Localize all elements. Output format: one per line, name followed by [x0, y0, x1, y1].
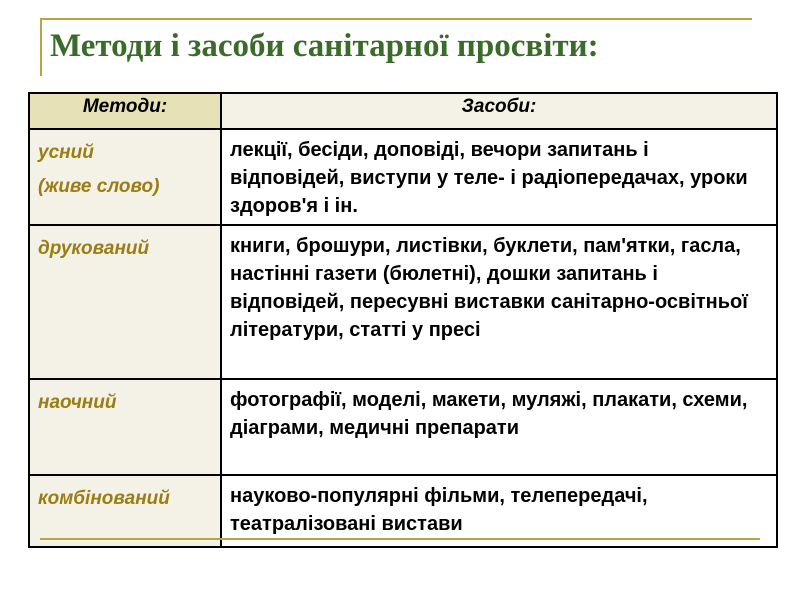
means-cell	[221, 129, 777, 225]
methods-table	[28, 92, 778, 548]
method-cell	[29, 475, 221, 547]
method-label-sub: (живе слово)	[38, 176, 160, 197]
method-cell	[29, 225, 221, 379]
decorative-top-line	[40, 18, 752, 20]
method-label: друкований	[38, 238, 150, 259]
header-means: Засоби:	[221, 93, 777, 129]
means-text: науково-популярні фільми, телепередачі, театралізовані вистави	[230, 485, 648, 535]
means-cell	[221, 379, 777, 475]
method-cell	[29, 379, 221, 475]
method-label: комбінований	[38, 488, 170, 509]
table-row	[29, 475, 777, 547]
decorative-bottom-line	[40, 538, 760, 540]
decorative-left-line	[40, 18, 42, 76]
means-text: книги, брошури, листівки, буклети, пам'ятки, гасла, настінні газети (бюлетні), дошки запитань і відповідей, пересувні виставки санітарно-освітньої літератури, статті у пресі	[230, 235, 748, 341]
means-text: фотографії, моделі, макети, муляжі, плакати, схеми, діаграми, медичні препарати	[230, 389, 748, 439]
header-methods: Методи:	[29, 93, 221, 129]
table-row	[29, 225, 777, 379]
method-label: наочний	[38, 392, 117, 413]
table-row	[29, 129, 777, 225]
table-row	[29, 379, 777, 475]
means-text: лекції, бесіди, доповіді, вечори запитань і відповідей, виступи у теле- і радіопередачах, уроки здоров'я і ін.	[230, 139, 748, 217]
method-label: усний	[38, 142, 94, 163]
method-cell	[29, 129, 221, 225]
slide-title: Методи і засоби санітарної просвіти:	[50, 28, 599, 64]
table-header-row	[29, 93, 777, 129]
means-cell	[221, 225, 777, 379]
means-cell	[221, 475, 777, 547]
